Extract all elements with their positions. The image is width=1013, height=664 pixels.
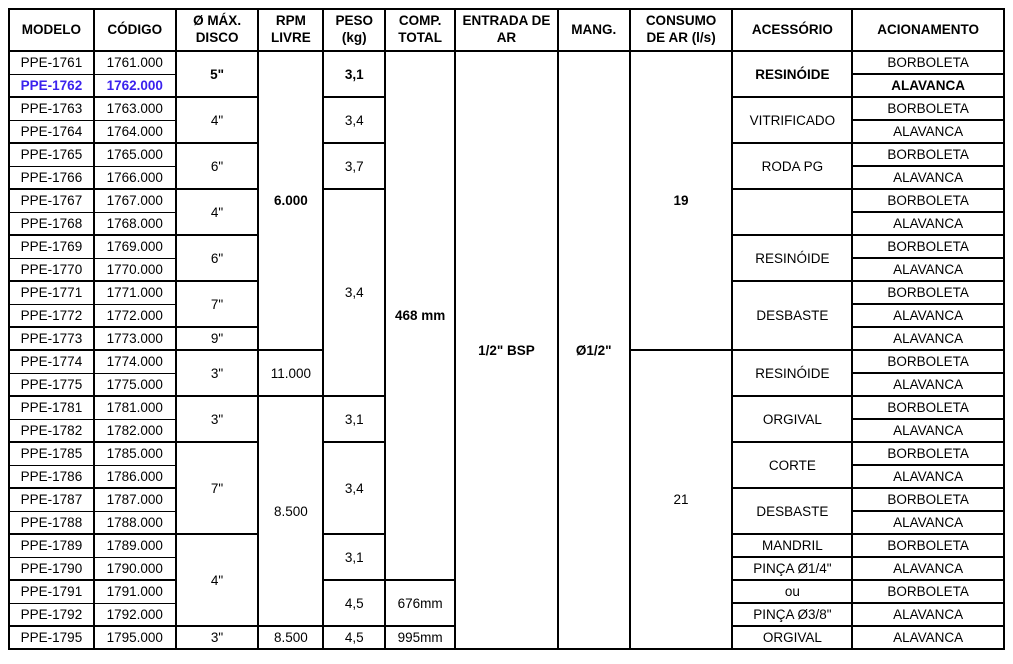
cell-disco: 4" [176,534,259,626]
cell-acessorio: ou [732,580,852,603]
cell-acionamento: BORBOLETA [852,235,1004,258]
cell-model: PPE-1763 [9,97,94,120]
cell-model: PPE-1765 [9,143,94,166]
cell-acionamento: BORBOLETA [852,488,1004,511]
cell-model: PPE-1791 [9,580,94,603]
cell-acionamento: ALAVANCA [852,212,1004,235]
col-header-rpm: RPM LIVRE [258,9,323,51]
cell-codigo: 1791.000 [94,580,176,603]
cell-acessorio: RESINÓIDE [732,350,852,396]
cell-model: PPE-1767 [9,189,94,212]
cell-codigo: 1775.000 [94,373,176,396]
cell-acionamento: ALAVANCA [852,74,1004,97]
cell-acessorio: ORGIVAL [732,396,852,442]
cell-codigo: 1790.000 [94,557,176,580]
cell-peso: 3,1 [323,51,385,97]
cell-disco: 3" [176,626,259,649]
col-header-model: MODELO [9,9,94,51]
cell-acionamento: BORBOLETA [852,97,1004,120]
cell-model: PPE-1782 [9,419,94,442]
cell-acionamento: ALAVANCA [852,465,1004,488]
cell-codigo: 1765.000 [94,143,176,166]
cell-model: PPE-1787 [9,488,94,511]
cell-acessorio: ORGIVAL [732,626,852,649]
cell-disco: 6" [176,143,259,189]
cell-peso: 3,1 [323,534,385,580]
cell-acionamento: BORBOLETA [852,281,1004,304]
cell-codigo: 1792.000 [94,603,176,626]
cell-codigo: 1761.000 [94,51,176,74]
cell-disco: 5" [176,51,259,97]
cell-peso: 3,7 [323,143,385,189]
cell-acionamento: ALAVANCA [852,603,1004,626]
cell-acionamento: ALAVANCA [852,258,1004,281]
cell-model: PPE-1771 [9,281,94,304]
cell-acionamento: BORBOLETA [852,442,1004,465]
col-header-comp: COMP. TOTAL [385,9,455,51]
cell-model: PPE-1766 [9,166,94,189]
cell-acessorio: DESBASTE [732,488,852,534]
cell-acessorio: DESBASTE [732,281,852,350]
cell-codigo: 1769.000 [94,235,176,258]
cell-codigo: 1774.000 [94,350,176,373]
cell-acionamento: ALAVANCA [852,511,1004,534]
cell-acessorio: PINÇA Ø3/8" [732,603,852,626]
cell-peso: 4,5 [323,626,385,649]
cell-peso: 3,1 [323,396,385,442]
cell-model: PPE-1764 [9,120,94,143]
cell-acionamento: ALAVANCA [852,419,1004,442]
cell-disco: 9" [176,327,259,350]
cell-model: PPE-1781 [9,396,94,419]
cell-codigo: 1782.000 [94,419,176,442]
cell-disco: 4" [176,97,259,143]
cell-model: PPE-1792 [9,603,94,626]
cell-acionamento: ALAVANCA [852,373,1004,396]
cell-rpm: 8.500 [258,396,323,626]
cell-model: PPE-1773 [9,327,94,350]
cell-acionamento: ALAVANCA [852,557,1004,580]
spec-table [8,8,1005,650]
col-header-peso: PESO (kg) [323,9,385,51]
cell-disco: 6" [176,235,259,281]
cell-codigo: 1771.000 [94,281,176,304]
cell-acessorio [732,189,852,235]
cell-model[interactable]: PPE-1762 [9,74,94,97]
cell-consumo: 21 [630,350,733,649]
cell-model: PPE-1772 [9,304,94,327]
cell-codigo: 1772.000 [94,304,176,327]
cell-acionamento: ALAVANCA [852,120,1004,143]
cell-peso: 3,4 [323,97,385,143]
cell-acessorio: MANDRIL [732,534,852,557]
cell-model: PPE-1774 [9,350,94,373]
cell-model: PPE-1789 [9,534,94,557]
cell-consumo: 19 [630,51,733,350]
cell-peso: 4,5 [323,580,385,626]
cell-codigo: 1781.000 [94,396,176,419]
cell-codigo: 1785.000 [94,442,176,465]
cell-acionamento: ALAVANCA [852,626,1004,649]
col-header-entrada: ENTRADA DE AR [455,9,558,51]
cell-codigo: 1763.000 [94,97,176,120]
cell-peso: 3,4 [323,189,385,396]
col-header-codigo: CÓDIGO [94,9,176,51]
cell-disco: 7" [176,281,259,327]
cell-peso: 3,4 [323,442,385,534]
cell-model: PPE-1769 [9,235,94,258]
cell-model: PPE-1788 [9,511,94,534]
cell-comp: 676mm [385,580,455,626]
col-header-acionamento: ACIONAMENTO [852,9,1004,51]
cell-codigo: 1767.000 [94,189,176,212]
cell-codigo: 1768.000 [94,212,176,235]
col-header-disco: Ø MÁX. DISCO [176,9,259,51]
cell-rpm: 11.000 [258,350,323,396]
cell-acessorio: RODA PG [732,143,852,189]
cell-model: PPE-1790 [9,557,94,580]
cell-acessorio: CORTE [732,442,852,488]
cell-codigo: 1787.000 [94,488,176,511]
cell-model: PPE-1786 [9,465,94,488]
cell-acessorio: RESINÓIDE [732,235,852,281]
cell-mang: Ø1/2" [558,51,630,649]
cell-codigo: 1789.000 [94,534,176,557]
cell-acionamento: BORBOLETA [852,51,1004,74]
cell-codigo[interactable]: 1762.000 [94,74,176,97]
cell-entrada: 1/2" BSP [455,51,558,649]
cell-model: PPE-1775 [9,373,94,396]
cell-acionamento: BORBOLETA [852,396,1004,419]
cell-acionamento: BORBOLETA [852,534,1004,557]
cell-acionamento: BORBOLETA [852,189,1004,212]
cell-codigo: 1788.000 [94,511,176,534]
cell-rpm: 6.000 [258,51,323,350]
cell-acionamento: BORBOLETA [852,143,1004,166]
cell-comp: 995mm [385,626,455,649]
cell-disco: 4" [176,189,259,235]
cell-codigo: 1795.000 [94,626,176,649]
cell-acionamento: ALAVANCA [852,166,1004,189]
col-header-consumo: CONSUMO DE AR (l/s) [630,9,733,51]
cell-disco: 3" [176,396,259,442]
cell-acessorio: RESINÓIDE [732,51,852,97]
cell-acessorio: PINÇA Ø1/4" [732,557,852,580]
cell-acionamento: BORBOLETA [852,580,1004,603]
cell-acionamento: ALAVANCA [852,327,1004,350]
cell-acionamento: ALAVANCA [852,304,1004,327]
cell-model: PPE-1795 [9,626,94,649]
cell-codigo: 1770.000 [94,258,176,281]
cell-codigo: 1766.000 [94,166,176,189]
cell-acessorio: VITRIFICADO [732,97,852,143]
col-header-acessorio: ACESSÓRIO [732,9,852,51]
cell-model: PPE-1770 [9,258,94,281]
cell-codigo: 1773.000 [94,327,176,350]
cell-comp: 468 mm [385,51,455,580]
col-header-mang: MANG. [558,9,630,51]
cell-model: PPE-1761 [9,51,94,74]
cell-codigo: 1786.000 [94,465,176,488]
cell-disco: 7" [176,442,259,534]
cell-acionamento: BORBOLETA [852,350,1004,373]
cell-model: PPE-1768 [9,212,94,235]
cell-codigo: 1764.000 [94,120,176,143]
cell-rpm: 8.500 [258,626,323,649]
cell-model: PPE-1785 [9,442,94,465]
cell-disco: 3" [176,350,259,396]
